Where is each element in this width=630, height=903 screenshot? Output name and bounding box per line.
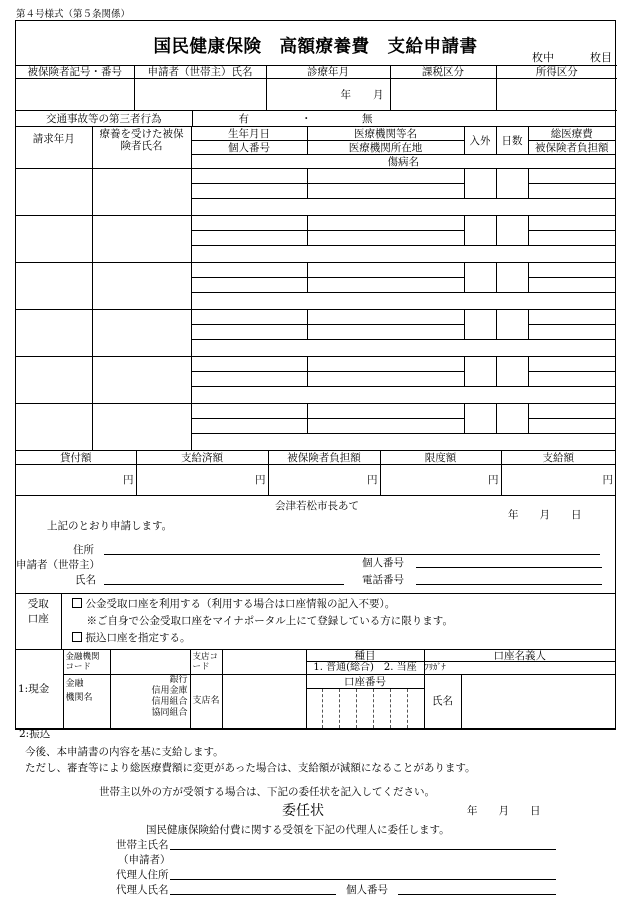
head-name-label: 世帯主氏名	[116, 839, 169, 851]
loan-field[interactable]	[16, 465, 136, 496]
furigana-label: ﾌﾘｶﾞﾅ	[424, 662, 446, 673]
entry-birth-date[interactable]	[191, 216, 307, 231]
entry-facility-address[interactable]	[307, 325, 464, 340]
income-class-field[interactable]	[496, 79, 617, 111]
entry-days[interactable]	[496, 310, 528, 340]
entry-disease[interactable]	[191, 340, 615, 357]
entry-facility-address[interactable]	[307, 278, 464, 293]
limit-label: 限度額	[380, 451, 501, 465]
entry-days[interactable]	[496, 404, 528, 434]
third-party-table	[16, 110, 615, 127]
personal-number-field[interactable]	[416, 567, 602, 568]
phone-field[interactable]	[416, 584, 602, 585]
yen-unit: 円	[123, 474, 134, 487]
third-party-label: 交通事故等の第三者行為	[16, 111, 192, 127]
personal-number-header: 個人番号	[191, 141, 307, 155]
payment-field[interactable]	[501, 465, 615, 496]
entry-disease[interactable]	[191, 246, 615, 263]
holder-name-field[interactable]	[461, 674, 615, 728]
sheet-of: 枚中	[532, 51, 554, 64]
applicant-label: 申請者（世帯主）氏名	[134, 66, 266, 79]
agent-personal-number-label: 個人番号	[346, 884, 388, 896]
entry-insured-burden[interactable]	[528, 419, 615, 434]
entry-personal-number[interactable]	[191, 231, 307, 246]
transfer-account-option[interactable]: 振込口座を指定する。	[72, 630, 614, 647]
entry-insured-burden[interactable]	[528, 184, 615, 199]
in-out-header: 入外	[464, 127, 496, 155]
facility-address-header: 医療機関所在地	[307, 141, 464, 155]
account-type-cell	[306, 649, 424, 674]
detail-entries	[16, 168, 615, 451]
patient-name-header: 療養を受けた被保険者氏名	[92, 127, 191, 169]
proxy-statement: 国民健康保険給付費に関する受領を下記の代理人に委任します。	[146, 824, 450, 836]
entry-total-cost[interactable]	[528, 169, 615, 184]
entry-patient-name[interactable]	[92, 310, 191, 357]
agent-address-label: 代理人住所	[116, 869, 169, 881]
entry-birth-date[interactable]	[191, 357, 307, 372]
entry-disease[interactable]	[191, 387, 615, 404]
month-label: 月	[373, 88, 384, 101]
entry-facility-name[interactable]	[307, 310, 464, 325]
tax-class-field[interactable]	[390, 79, 496, 111]
entry-in-out[interactable]	[464, 357, 496, 387]
account-type-label: 種目	[307, 650, 424, 662]
bank-table	[16, 649, 615, 729]
entry-facility-name[interactable]	[307, 169, 464, 184]
entry-birth-date[interactable]	[191, 404, 307, 419]
addressee: 会津若松市長あて	[275, 500, 359, 513]
branch-name-field[interactable]	[222, 674, 306, 728]
entry-days[interactable]	[496, 357, 528, 387]
institution-name-label: 金融 機関名	[63, 674, 110, 728]
proxy-intro: 世帯主以外の方が受領する場合は、下記の委任状を記入してください。	[99, 786, 435, 798]
treatment-month-label: 診療年月	[266, 66, 390, 79]
entry-total-cost[interactable]	[528, 404, 615, 419]
entry-days[interactable]	[496, 169, 528, 199]
name-label: 氏名	[75, 574, 96, 587]
receipt-options	[61, 594, 615, 649]
paid-label: 支給済額	[136, 451, 268, 465]
institution-code-label: 金融機関コード	[63, 649, 110, 674]
yen-unit: 円	[602, 474, 613, 487]
entry-in-out[interactable]	[464, 216, 496, 246]
insured-burden-header: 被保険者負担額	[528, 141, 615, 155]
request-section	[16, 495, 615, 594]
entry-facility-name[interactable]	[307, 263, 464, 278]
note-line-2: ただし、審査等により総医療費額に変更があった場合は、支給額が減額になることがあります。	[25, 762, 476, 774]
proxy-title: 委任状	[282, 803, 324, 819]
yen-unit: 円	[255, 474, 266, 487]
form-number: 第４号様式（第５条関係）	[16, 9, 131, 20]
entry-disease[interactable]	[191, 199, 615, 216]
entry-personal-number[interactable]	[191, 419, 307, 434]
personal-number-label: 個人番号	[362, 557, 404, 570]
holder-name-label: 氏名	[424, 674, 461, 728]
entry-insured-burden[interactable]	[528, 231, 615, 246]
entry-facility-address[interactable]	[307, 231, 464, 246]
form-title: 国民健康保険 高額療養費 支給申請書	[153, 37, 478, 57]
detail-table	[16, 126, 615, 169]
entry-facility-name[interactable]	[307, 216, 464, 231]
entry-facility-address[interactable]	[307, 419, 464, 434]
third-party-no[interactable]: 無	[350, 111, 615, 127]
proxy-applicant-label: （申請者）	[118, 854, 171, 866]
entry-facility-address[interactable]	[307, 372, 464, 387]
account-number-cell	[306, 674, 424, 728]
entry-disease[interactable]	[191, 434, 615, 451]
entry-request-month[interactable]	[16, 404, 92, 451]
proxy-date[interactable]: 年 月 日	[467, 805, 541, 817]
entry-patient-name[interactable]	[92, 216, 191, 263]
account-number-field[interactable]	[307, 689, 424, 728]
cash-option[interactable]: 1:現金	[16, 649, 63, 728]
entry-personal-number[interactable]	[191, 278, 307, 293]
entry-birth-date[interactable]	[191, 169, 307, 184]
limit-field[interactable]	[380, 465, 501, 496]
entry-disease[interactable]	[191, 293, 615, 310]
agent-personal-number-field[interactable]	[398, 894, 556, 895]
public-account-option[interactable]: 公金受取口座を利用する（利用する場合は口座情報の記入不要）。	[72, 596, 614, 613]
burden-field[interactable]	[268, 465, 380, 496]
entry-days[interactable]	[496, 263, 528, 293]
amounts-table	[16, 450, 615, 496]
branch-name-label: 支店名	[190, 674, 222, 728]
entry-in-out[interactable]	[464, 263, 496, 293]
entry-insured-burden[interactable]	[528, 372, 615, 387]
entry-total-cost[interactable]	[528, 357, 615, 372]
entry-total-cost[interactable]	[528, 310, 615, 325]
checkbox[interactable]	[72, 598, 82, 608]
institution-code-field[interactable]	[110, 649, 190, 674]
insured-no-field[interactable]	[16, 79, 134, 111]
entry-birth-date[interactable]	[191, 310, 307, 325]
insured-no-label: 被保険者記号・番号	[16, 66, 134, 79]
entry-days[interactable]	[496, 216, 528, 246]
paid-field[interactable]	[136, 465, 268, 496]
disease-header: 傷病名	[191, 155, 615, 169]
entry-patient-name[interactable]	[92, 169, 191, 216]
entry-request-month[interactable]	[16, 263, 92, 310]
entry-personal-number[interactable]	[191, 184, 307, 199]
address-label: 住所	[73, 544, 94, 557]
request-date[interactable]: 年 月 日	[508, 509, 582, 522]
agent-name-label: 代理人氏名	[116, 884, 169, 896]
entry-insured-burden[interactable]	[528, 325, 615, 340]
entry-personal-number[interactable]	[191, 325, 307, 340]
request-month-header: 請求年月	[16, 127, 92, 169]
entry-in-out[interactable]	[464, 169, 496, 199]
institution-name-field[interactable]: 銀行 信用金庫 信用組合 協同組合	[110, 674, 190, 728]
loan-label: 貸付額	[16, 451, 136, 465]
entry-personal-number[interactable]	[191, 372, 307, 387]
receipt-label: 受取 口座	[16, 594, 61, 649]
entry-in-out[interactable]	[464, 404, 496, 434]
year-label: 年	[340, 88, 351, 101]
days-header: 日数	[496, 127, 528, 155]
entry-in-out[interactable]	[464, 310, 496, 340]
phone-label: 電話番号	[362, 574, 404, 587]
address-field[interactable]	[104, 554, 600, 555]
facility-name-header: 医療機関等名	[307, 127, 464, 141]
application-form	[15, 20, 616, 740]
yen-unit: 円	[488, 474, 499, 487]
transfer-option[interactable]: 2:振込	[19, 728, 51, 740]
entry-request-month[interactable]	[16, 310, 92, 357]
checkbox[interactable]	[72, 632, 82, 642]
burden-label: 被保険者負担額	[268, 451, 380, 465]
request-statement: 上記のとおり申請します。	[47, 520, 173, 533]
agent-name-field[interactable]	[170, 894, 336, 895]
entry-total-cost[interactable]	[528, 216, 615, 231]
entry-patient-name[interactable]	[92, 357, 191, 404]
head-name-field[interactable]	[170, 849, 556, 850]
public-account-note: ※ご自身で公金受取口座をマイナポータル上にて登録している方に限ります。	[86, 614, 453, 627]
name-field[interactable]	[104, 584, 344, 585]
total-cost-header: 総医療費	[528, 127, 615, 141]
entry-facility-name[interactable]	[307, 404, 464, 419]
applicant-role-label: 申請者（世帯主）	[16, 559, 100, 572]
holder-label: 口座名義人	[425, 650, 616, 662]
entry-insured-burden[interactable]	[528, 278, 615, 293]
applicant-field[interactable]	[134, 79, 266, 111]
entry-request-month[interactable]	[16, 169, 92, 216]
entry-request-month[interactable]	[16, 357, 92, 404]
income-class-label: 所得区分	[496, 66, 617, 79]
branch-code-label: 支店コード	[190, 649, 222, 674]
entry-facility-address[interactable]	[307, 184, 464, 199]
entry-facility-name[interactable]	[307, 357, 464, 372]
entry-request-month[interactable]	[16, 216, 92, 263]
third-party-yes[interactable]: 有 ・	[192, 111, 350, 127]
sheet-number: 枚目	[590, 51, 612, 64]
treatment-month-field[interactable]	[266, 79, 390, 111]
tax-class-label: 課税区分	[390, 66, 496, 79]
branch-code-field[interactable]	[222, 649, 306, 674]
account-type-options[interactable]: 1. 普通(総合) 2. 当座	[313, 661, 417, 673]
holder-cell	[424, 649, 615, 674]
entry-patient-name[interactable]	[92, 263, 191, 310]
yen-unit: 円	[367, 474, 378, 487]
entry-birth-date[interactable]	[191, 263, 307, 278]
agent-address-field[interactable]	[170, 879, 556, 880]
note-line-1: 今後、本申請書の内容を基に支給します。	[25, 746, 224, 758]
entry-total-cost[interactable]	[528, 263, 615, 278]
account-number-label: 口座番号	[307, 675, 424, 689]
receipt-table	[16, 594, 615, 650]
birth-date-header: 生年月日	[191, 127, 307, 141]
entry-patient-name[interactable]	[92, 404, 191, 451]
title-row	[16, 21, 615, 66]
payment-label: 支給額	[501, 451, 615, 465]
header-table	[16, 65, 617, 111]
